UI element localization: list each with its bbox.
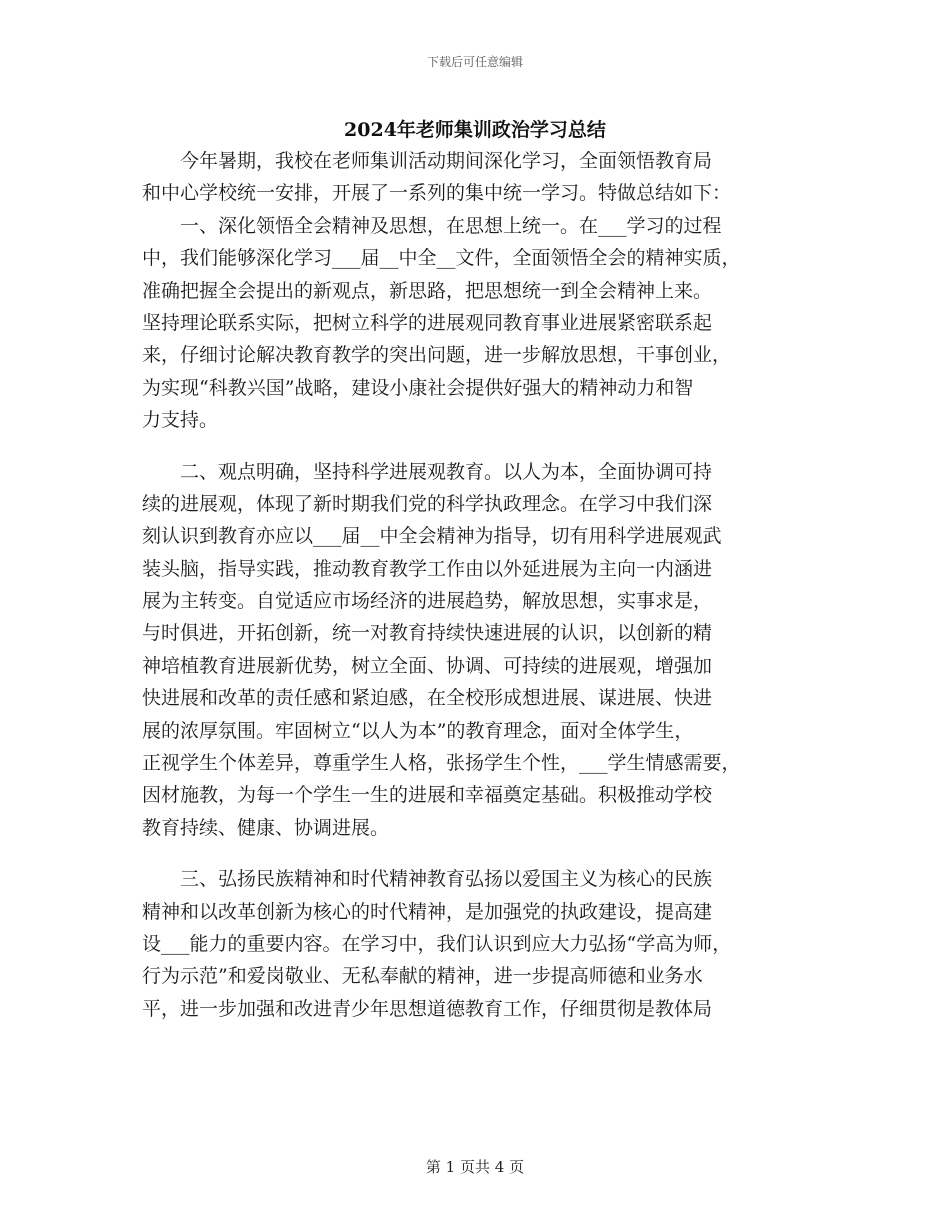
paragraph-gap [142, 844, 814, 863]
body-line: 和中心学校统一安排，开展了一系列的集中统一学习。特做总结如下： [142, 182, 732, 205]
body-line: 教育持续、健康、协调进展。 [142, 816, 390, 839]
body-line: 为实现“科教兴国”战略，建设小康社会提供好强大的精神动力和智 [142, 376, 694, 399]
body-line: 准确把握全会提出的新观点，新思路，把思想统一到全会精神上来。 [142, 279, 713, 302]
body-line: 力支持。 [142, 409, 219, 432]
body-line: 行为示范”和爱岗敬业、无私奉献的精神，进一步提高师德和业务水 [142, 965, 703, 988]
body-line: 续的进展观，体现了新时期我们党的科学执政理念。在学习中我们深 [142, 492, 713, 515]
body-line: 今年暑期，我校在老师集训活动期间深化学习，全面领悟教育局 [180, 150, 713, 172]
paragraph-gap [142, 437, 814, 456]
body-line: 中，我们能够深化学习___届__中全__文件，全面领悟全会的精神实质， [142, 247, 741, 270]
body-line: 一、深化领悟全会精神及思想，在思想上统一。在___学习的过程 [180, 214, 722, 237]
page-number: 第 1 页共 4 页 [425, 1158, 525, 1176]
body-line: 来，仔细讨论解决教育教学的突出问题，进一步解放思想，干事创业， [142, 344, 732, 367]
body-line: 神培植教育进展新优势，树立全面、协调、可持续的进展观，增强加 [142, 654, 713, 677]
body-line: 展的浓厚氛围。牢固树立“以人为本”的教育理念，面对全体学生， [142, 719, 694, 742]
body-line: 坚持理论联系实际，把树立科学的进展观同教育事业进展紧密联系起 [142, 311, 713, 334]
body-line: 三、弘扬民族精神和时代精神教育弘扬以爱国主义为核心的民族 [180, 868, 713, 891]
document-body [142, 145, 814, 1025]
body-line: 设___能力的重要内容。在学习中，我们认识到应大力弘扬“学高为师， [142, 932, 732, 955]
body-line: 二、观点明确，坚持科学进展观教育。以人为本，全面协调可持 [180, 460, 713, 483]
body-line: 精神和以改革创新为核心的时代精神，是加强党的执政建设，提高建 [142, 900, 713, 923]
body-line: 因材施教，为每一个学生一生的进展和幸福奠定基础。积极推动学校 [142, 784, 713, 807]
body-line: 正视学生个体差异，尊重学生人格，张扬学生个性，___学生情感需要， [142, 752, 741, 775]
header-note: 下载后可任意编辑 [426, 55, 523, 69]
body-line: 平，进一步加强和改进青少年思想道德教育工作，仔细贯彻是教体局 [142, 997, 713, 1020]
body-line: 快进展和改革的责任感和紧迫感，在全校形成想进展、谋进展、快进 [142, 687, 713, 710]
body-line: 展为主转变。自觉适应市场经济的进展趋势，解放思想，实事求是， [142, 590, 713, 613]
document-title: 2024年老师集训政治学习总结 [344, 119, 606, 141]
body-line: 装头脑，指导实践，推动教育教学工作由以外延进展为主向一内涵进 [142, 557, 713, 580]
body-line: 刻认识到教育亦应以___届__中全会精神为指导，切有用科学进展观武 [142, 525, 722, 548]
body-line: 与时俱进，开拓创新，统一对教育持续快速进展的认识，以创新的精 [142, 622, 713, 645]
